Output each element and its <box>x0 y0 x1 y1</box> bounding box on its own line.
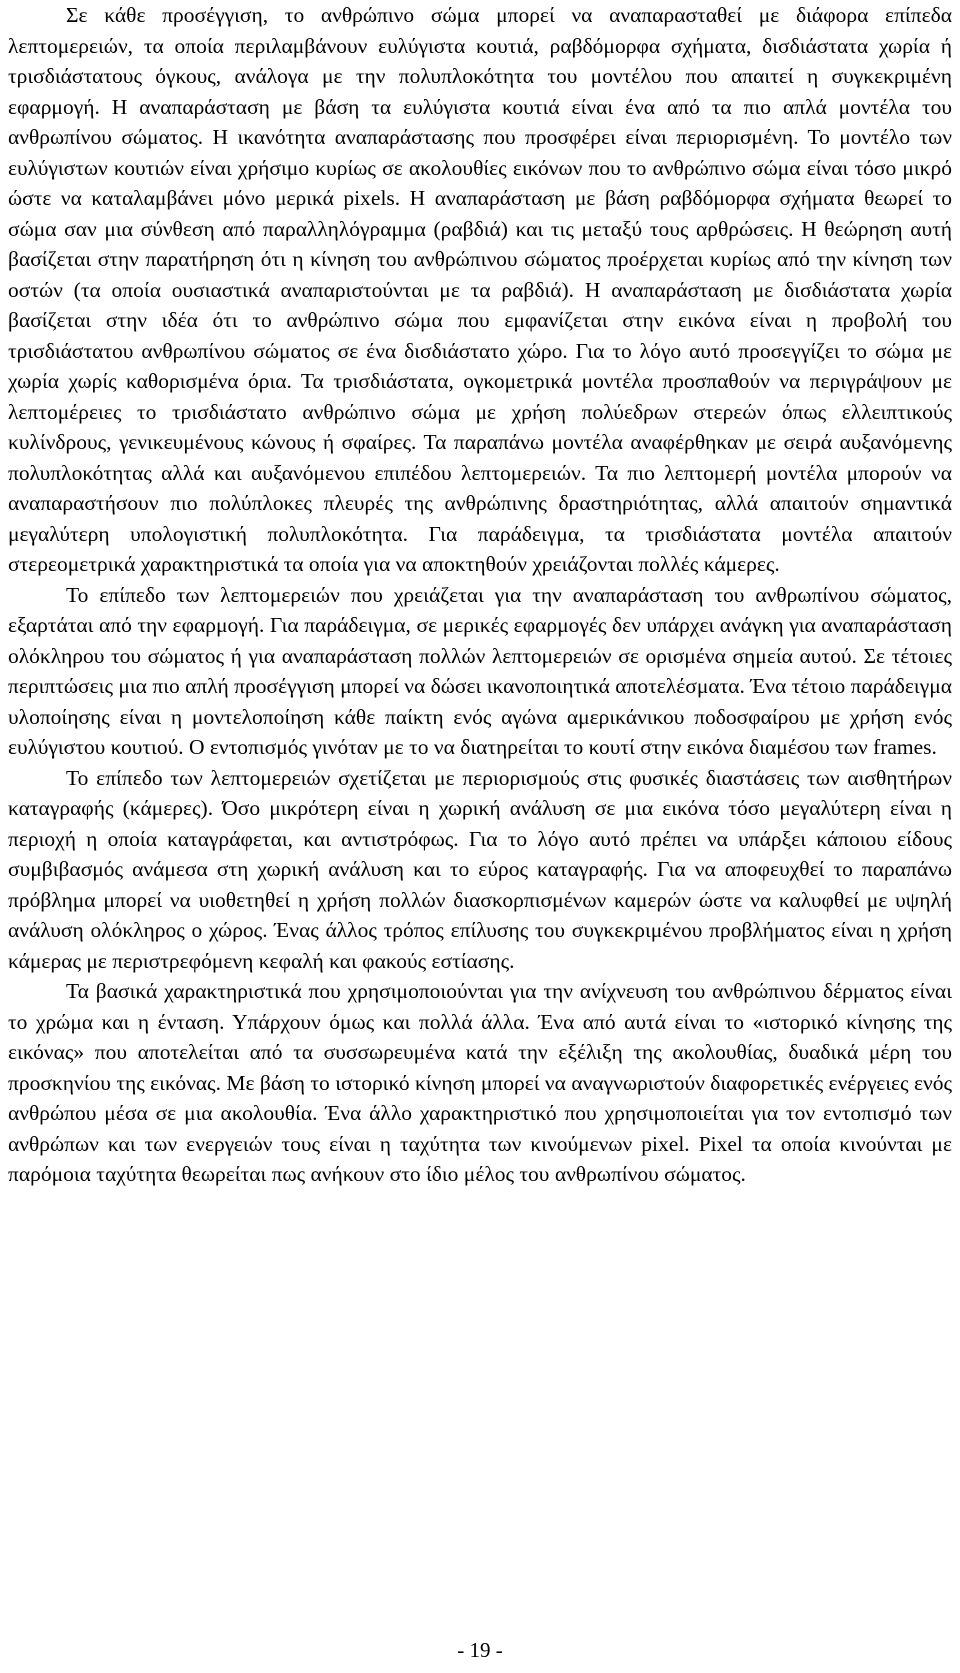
paragraph: Τα βασικά χαρακτηριστικά που χρησιμοποιούνται για την ανίχνευση του ανθρώπινου δέρματος είναι το χρώμα και η ένταση. Υπάρχουν όμως και πολλά άλλα. Ένα από αυτά είναι το «ιστορικό κίνησης της εικόνας» που αποτελείται από τα συσσωρευμένα κατά την εξέλιξη της ακολουθίας, δυαδικά μέρη του προσκηνίου της εικόνας. Με βάση το ιστορικό κίνηση μπορεί να αναγνωριστούν διαφορετικές ενέργειες ενός ανθρώπου μέσα σε μια ακολουθία. Ένα άλλο χαρακτηριστικό που χρησιμοποιείται για τον εντοπισμό των ανθρώπων και των ενεργειών τους είναι η ταχύτητα των κινούμενων pixel. Pixel τα οποία κινούνται με παρόμοια ταχύτητα θεωρείται πως ανήκουν στο ίδιο μέλος του ανθρωπίνου σώματος. <box>8 979 952 1186</box>
body-text <box>8 0 952 1190</box>
page-number: - 19 - <box>457 1638 503 1662</box>
paragraph: Το επίπεδο των λεπτομερειών που χρειάζεται για την αναπαράσταση του ανθρωπίνου σώματος, εξαρτάται από την εφαρμογή. Για παράδειγμα, σε μερικές εφαρμογές δεν υπάρχει ανάγκη για αναπαράσταση ολόκληρου του σώματος ή για αναπαράσταση πολλών λεπτομερειών σε ορισμένα σημεία αυτού. Σε τέτοιες περιπτώσεις μια πιο απλή προσέγγιση μπορεί να δώσει ικανοποιητικά αποτελέσματα. Ένα τέτοιο παράδειγμα υλοποίησης είναι η μοντελοποίηση κάθε παίκτη ενός αγώνα αμερικάνικου ποδοσφαίρου με χρήση ενός ευλύγιστου κουτιού. Ο εντοπισμός γινόταν με το να διατηρείται το κουτί στην εικόνα διαμέσου των frames. <box>8 582 952 759</box>
paragraph: Το επίπεδο των λεπτομερειών σχετίζεται με περιορισμούς στις φυσικές διαστάσεις των αισθητήρων καταγραφής (κάμερες). Όσο μικρότερη είναι η χωρική ανάλυση σε μια εικόνα τόσο μεγαλύτερη είναι η περιοχή η οποία καταγράφεται, και αντιστρόφως. Για το λόγο αυτό πρέπει να υπάρξει κάποιου είδους συμβιβασμός ανάμεσα στη χωρική ανάλυση και το εύρος καταγραφής. Για να αποφευχθεί το παραπάνω πρόβλημα μπορεί να υιοθετηθεί η χρήση πολλών διασκορπισμένων καμερών ώστε να καλυφθεί με υψηλή ανάλυση ολόκληρος ο χώρος. Ένας άλλος τρόπος επίλυσης του συγκεκριμένου προβλήματος είναι η χρήση κάμερας με περιστρεφόμενη κεφαλή και φακούς εστίασης. <box>8 765 952 973</box>
paragraph: Σε κάθε προσέγγιση, το ανθρώπινο σώμα μπορεί να αναπαρασταθεί με διάφορα επίπεδα λεπτομερειών, τα οποία περιλαμβάνουν ευλύγιστα κουτιά, ραβδόμορφα σχήματα, δισδιάστατα χωρία ή τρισδιάστατους όγκους, ανάλογα με την πολυπλοκότητα του μοντέλου που απαιτεί η συγκεκριμένη εφαρμογή. Η αναπαράσταση με βάση τα ευλύγιστα κουτιά είναι ένα από τα πιο απλά μοντέλα του ανθρωπίνου σώματος. Η ικανότητα αναπαράστασης που προσφέρει είναι περιορισμένη. Το μοντέλο των ευλύγιστων κουτιών είναι χρήσιμο κυρίως σε ακολουθίες εικόνων που το ανθρώπινο σώμα είναι τόσο μικρό ώστε να καταλαμβάνει μόνο μερικά pixels. Η αναπαράσταση με βάση ραβδόμορφα σχήματα θεωρεί το σώμα σαν μια σύνθεση από παραλληλόγραμμα (ραβδιά) και τις μεταξύ τους αρθρώσεις. Η θεώρηση αυτή βασίζεται στην παρατήρηση ότι η κίνηση του ανθρώπινου σώματος προέρχεται κυρίως από την κίνηση των οστών (τα οποία ουσιαστικά αναπαριστούνται με τα ραβδιά). Η αναπαράσταση με δισδιάστατα χωρία βασίζεται στην ιδέα ότι το ανθρώπινο σώμα που εμφανίζεται στην εικόνα είναι η προβολή του τρισδιάστατου ανθρωπίνου σώματος σε ένα δισδιάστατο χώρο. Για το λόγο αυτό προσεγγίζει το σώμα με χωρία χωρίς καθορισμένα όρια. Τα τρισδιάστατα, ογκομετρικά μοντέλα προσπαθούν να περιγράψουν με λεπτομέρειες το τρισδιάστατο ανθρώπινο σώμα με χρήση πολύεδρων στερεών όπως ελλειπτικούς κυλίνδρους, γενικευμένους κώνους ή σφαίρες. Τα παραπάνω μοντέλα αναφέρθηκαν με σειρά αυξανόμενης πολυπλοκότητας αλλά και αυξανόμενου επιπέδου λεπτομερειών. Τα πιο λεπτομερή μοντέλα μπορούν να αναπαραστήσουν πιο πολύπλοκες πλευρές της ανθρώπινης δραστηριότητας, αλλά απαιτούν σημαντικά μεγαλύτερη υπολογιστική πολυπλοκότητα. Για παράδειγμα, τα τρισδιάστατα μοντέλα απαιτούν στερεομετρικά χαρακτηριστικά τα οποία για να αποκτηθούν χρειάζονται πολλές κάμερες. <box>8 3 952 576</box>
